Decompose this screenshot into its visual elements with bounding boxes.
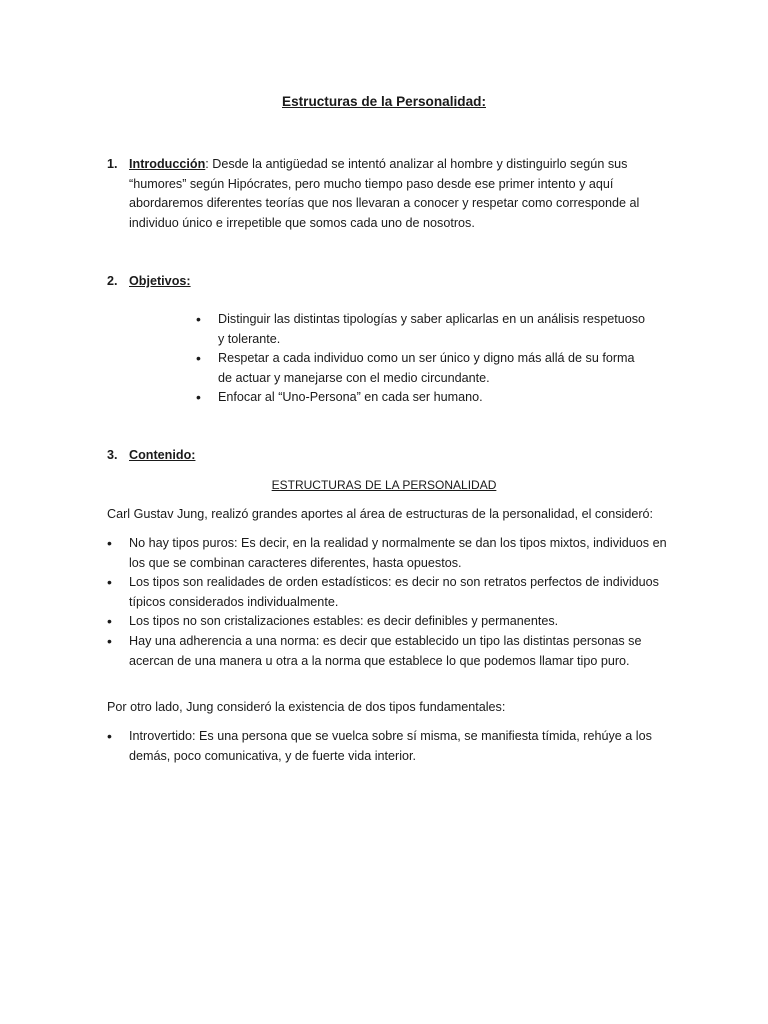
list-item: • Los tipos no son cristalizaciones estables: es decir definibles y permanentes. — [107, 612, 667, 632]
section-body — [129, 155, 667, 233]
list-item: • Enfocar al “Uno-Persona” en cada ser humano. — [196, 388, 646, 408]
content-subtitle: ESTRUCTURAS DE LA PERSONALIDAD — [271, 478, 497, 492]
section-number: 3. — [107, 448, 118, 462]
jung-characteristics-list — [107, 534, 667, 671]
list-item: • Respetar a cada individuo como un ser único y digno más allá de su forma de actuar y manejarse con el medio circundante. — [196, 349, 646, 388]
list-item: • Introvertido: Es una persona que se vuelca sobre sí misma, se manifiesta tímida, rehúye a los demás, poco comunicativa, y de fuerte vida interior. — [107, 727, 667, 766]
list-item: • No hay tipos puros: Es decir, en la realidad y normalmente se dan los tipos mixtos, individuos en los que se combinan caracteres diferentes, hasta opuestos. — [107, 534, 667, 573]
jung-intro-paragraph: Carl Gustav Jung, realizó grandes aportes al área de estructuras de la personalidad, el consideró: — [107, 507, 654, 521]
section-body — [129, 446, 667, 466]
section-heading: Contenido: — [129, 448, 196, 462]
list-item: • Distinguir las distintas tipologías y saber aplicarlas en un análisis respetuoso y tolerante. — [196, 310, 646, 349]
section-body — [129, 272, 667, 292]
section-introduccion — [107, 155, 667, 233]
section-number: 1. — [107, 157, 118, 171]
section-objetivos — [107, 272, 667, 292]
document-title: Estructuras de la Personalidad: — [282, 94, 486, 109]
section-heading: Introducción — [129, 157, 206, 171]
list-item: • Hay una adherencia a una norma: es decir que establecido un tipo las distintas personas se acercan de una manera u otra a la norma que establece lo que podemos llamar tipo puro. — [107, 632, 667, 671]
types-intro-paragraph: Por otro lado, Jung consideró la existencia de dos tipos fundamentales: — [107, 700, 506, 714]
section-heading: Objetivos: — [129, 274, 191, 288]
section-number: 2. — [107, 274, 118, 288]
section-contenido — [107, 446, 667, 466]
section-text: : Desde la antigüedad se intentó analizar al hombre y distinguirlo según sus “humores” según Hipócrates, pero mucho tiempo paso desde ese primer intento y aquí abordaremos diferentes teorías que nos llevaran a conocer y respetar como corresponde al individuo único e irrepetible que somos cada uno de nosotros. — [129, 157, 640, 230]
list-item: • Los tipos son realidades de orden estadísticos: es decir no son retratos perfectos de individuos típicos considerados individualmente. — [107, 573, 667, 612]
fundamental-types-list — [107, 727, 667, 766]
objetivos-list — [196, 310, 646, 408]
